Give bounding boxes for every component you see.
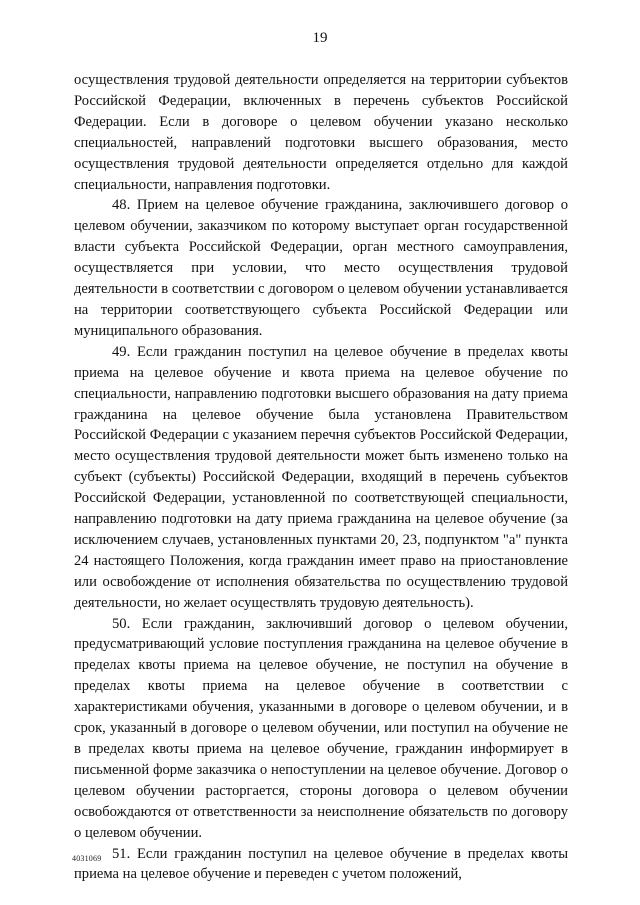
paragraph-50: 50. Если гражданин, заключивший договор о целевом обучении, предусматривающий условие поступления гражданина на целевое обучение в пределах квоты приема на целевое обучение, не поступил на обучение в пределах квоты приема на целевое обучение в соответствии с характеристиками обучения, указанными в договоре о целевом обучении, и в срок, указанный в договоре о целевом обучении, или поступил на обучение не в пределах квоты приема на целевое обучение, гражданин информирует в письменной форме заказчика о непоступлении на целевое обучение. Договор о целевом обучении расторгается, стороны договора о целевом обучении освобождаются от ответственности за неисполнение обязательств по договору о целевом обучении. (74, 615, 568, 841)
page-number: 19 (312, 30, 328, 46)
document-body (74, 70, 568, 885)
paragraph-48: 48. Прием на целевое обучение гражданина, заключившего договор о целевом обучении, заказчиком по которому выступает орган государственной власти субъекта Российской Федерации, орган местного самоуправления, осуществляется при условии, что место осуществления трудовой деятельности в соответствии с договором о целевом обучении устанавливается на территории соответствующего субъекта Российской Федерации или муниципального образования. (74, 197, 568, 339)
paragraph-continuation: осуществления трудовой деятельности определяется на территории субъектов Российской Федерации, включенных в перечень субъектов Российской Федерации. Если в договоре о целевом обучении указано несколько специальностей, направлений подготовки высшего образования, место осуществления трудовой деятельности определяется отдельно для каждой специальности, направления подготовки. (74, 72, 568, 193)
paragraph-51: 51. Если гражданин поступил на целевое обучение в пределах квоты приема на целевое обучение и переведен с учетом положений, (74, 845, 568, 883)
document-id-code: 4031069 (72, 854, 102, 863)
paragraph-49: 49. Если гражданин поступил на целевое обучение в пределах квоты приема на целевое обучение и квота приема на целевое обучение по специальности, направлению подготовки высшего образования на дату приема гражданина на целевое обучение была установлена Правительством Российской Федерации с указанием перечня субъектов Российской Федерации, место осуществления трудовой деятельности может быть изменено только на субъект (субъекты) Российской Федерации, входящий в перечень субъектов Российской Федерации, установленной по соответствующей специальности, направлению подготовки на дату приема гражданина на целевое обучение (за исключением случаев, установленных пунктами 20, 23, подпунктом "а" пункта 24 настоящего Положения, когда гражданин имеет право на приостановление или освобождение от исполнения обязательства по осуществлению трудовой деятельности, но желает осуществлять трудовую деятельность). (74, 343, 568, 611)
